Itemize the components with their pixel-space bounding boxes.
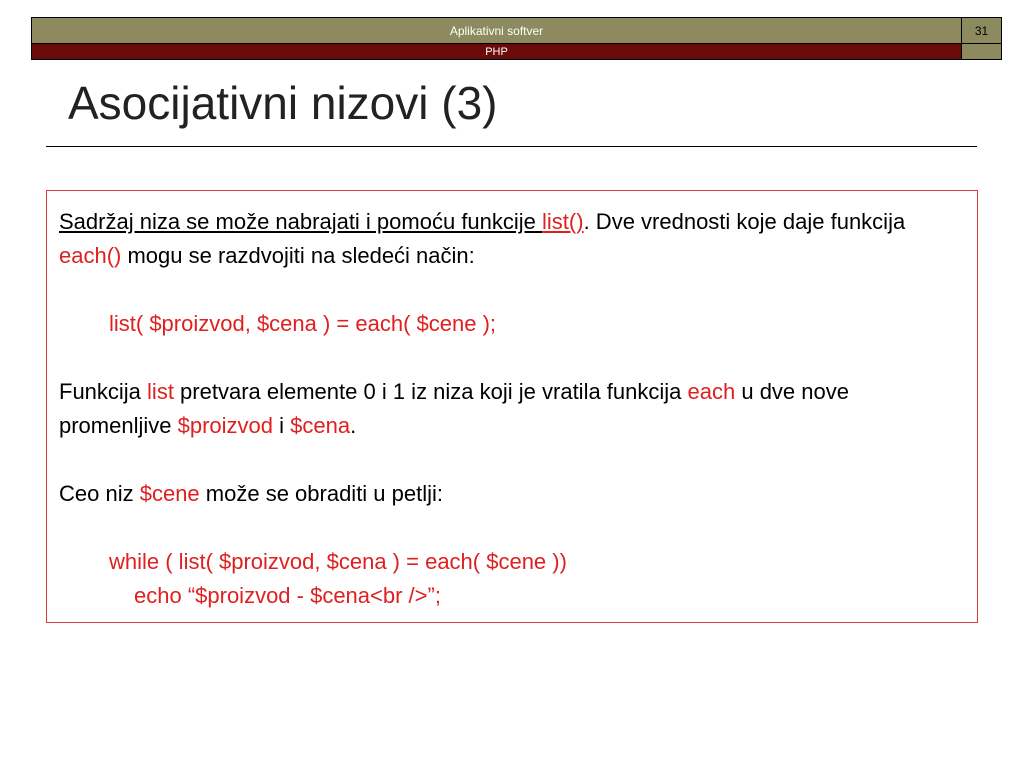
header-bar <box>31 17 1002 44</box>
text: mogu se razdvojiti na sledeći način: <box>121 243 475 268</box>
course-title: Aplikativni softver <box>32 18 962 43</box>
text: i <box>273 413 291 438</box>
code-term: each() <box>59 243 122 268</box>
slide-title: Asocijativni nizovi (3) <box>68 77 498 129</box>
code-term: list <box>147 379 174 404</box>
paragraph-list-explanation <box>59 375 965 443</box>
subject-label: PHP <box>32 44 962 59</box>
code-example-list: list( $proizvod, $cena ) = each( $cene ); <box>109 311 497 336</box>
text: . <box>350 413 357 438</box>
text: može se obraditi u petlji: <box>199 481 444 506</box>
subheader-bar <box>31 43 1002 60</box>
text: u dve nove promenljive <box>59 379 849 438</box>
text: Ceo niz <box>59 481 140 506</box>
code-term: $cene <box>139 481 200 506</box>
text: Sadržaj niza se može nabrajati i pomoću funkcije <box>59 209 543 234</box>
code-term: list() <box>542 209 584 234</box>
code-term: $cena <box>290 413 351 438</box>
paragraph-list-intro <box>59 205 965 273</box>
code-term: $proizvod <box>177 413 273 438</box>
code-example-while: while ( list( $proizvod, $cena ) = each( $cene )) <box>109 549 567 574</box>
text: . Dve vrednosti koje daje funkcija <box>583 209 906 234</box>
code-example-echo: echo “$proizvod - $cena<br />”; <box>134 583 441 608</box>
subheader-corner <box>962 44 1001 59</box>
content-box <box>46 190 978 623</box>
title-divider <box>46 146 977 147</box>
slide-number: 31 <box>962 18 1001 43</box>
code-term: each <box>687 379 736 404</box>
paragraph-loop-intro <box>59 477 965 511</box>
text: Funkcija <box>59 379 148 404</box>
text: pretvara elemente 0 i 1 iz niza koji je vratila funkcija <box>173 379 688 404</box>
